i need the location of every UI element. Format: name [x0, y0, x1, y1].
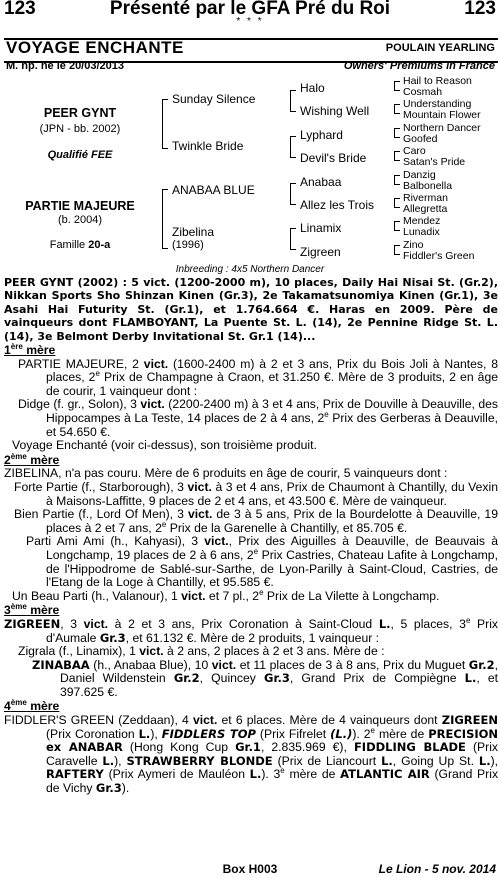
g3-halo: Halo	[300, 81, 325, 95]
produce-voyage-enchante: Voyage Enchanté (voir ci-dessus), son troisième produit.	[12, 438, 317, 453]
bracket-g4-8	[394, 245, 400, 255]
g2-twinkle-bride: Twinkle Bride	[172, 139, 244, 153]
g4-cosmah: Cosmah	[403, 86, 443, 98]
catalogue-text	[4, 276, 498, 796]
bracket-g4-2	[394, 104, 400, 114]
fourth-dam-heading: 4ème mère	[4, 698, 60, 714]
produce-forte-partie: Forte Partie (f., Starborough), 3 vict. à 3 et 4 ans, Prix de Chaumont à Chantilly, du Vexin à Maisons-Laffitte, 9 places de 2 et 4 ans, et 43.500 €. Mère de vainqueur.	[14, 479, 498, 508]
bracket-g3-2	[290, 136, 296, 158]
second-dam-heading: 2ème mère	[4, 451, 60, 467]
bracket-g4-1	[394, 81, 400, 91]
bracket-g4-4	[394, 151, 400, 161]
dam-name: PARTIE MAJEURE	[25, 199, 135, 213]
sire-name: PEER GYNT	[43, 106, 117, 120]
produce-un-beau-parti: Un Beau Parti (h., Valanour), 1 vict. et 7 pl., 2e Prix de La Vilette à Longchamp.	[12, 587, 440, 603]
bracket-g2-bottom	[162, 189, 168, 249]
sire-info: (JPN - bb. 2002)	[39, 123, 121, 135]
g3-lyphard: Lyphard	[300, 128, 343, 142]
g4-fiddlers-green: Fiddler's Green	[403, 250, 475, 262]
g4-lunadix: Lunadix	[403, 226, 440, 238]
dam-family: Famille 20-a	[49, 239, 111, 251]
bracket-g3-4	[290, 228, 296, 250]
page-title: Présenté par le GFA Pré du Roi	[109, 0, 391, 19]
lot-number-left: 123	[4, 0, 36, 19]
produce-zinabaa: ZINABAA (h., Anabaa Blue), 10 vict. et 11 places de 3 à 8 ans, Prix du Muguet Gr.2, Daniel Wildenstein Gr.2, Quincey Gr.3, Grand Prix de Compiègne L., et 397.625 €.	[32, 657, 499, 699]
header-stars: * * *	[236, 16, 264, 27]
g3-zigreen: Zigreen	[300, 245, 341, 259]
first-dam-heading: 1ère mère	[4, 341, 56, 358]
g4-caro: Caro	[403, 145, 426, 157]
sale-place-date: Le Lion - 5 nov. 2014	[378, 862, 496, 876]
g4-danzig: Danzig	[403, 169, 436, 181]
g4-balbonella: Balbonella	[403, 180, 453, 192]
bracket-g4-6	[394, 198, 400, 208]
third-dam-paragraph: ZIGREEN, 3 vict. à 2 et 3 ans, Prix Coronation à Saint-Cloud L., 5 places, 3e Prix d'Aumale Gr.3, et 61.132 €. Mère de 2 produits, 1 vainqueur :	[4, 615, 499, 645]
produce-bien-partie: Bien Partie (f., Lord Of Men), 3 vict. de 3 à 5 ans, Prix de la Bourdelotte à Deauville, 19 places à 2 et 7 ans, 2e Prix de la Garenelle à Chantilly, et 85.705 €.	[14, 507, 498, 535]
bracket-g4-7	[394, 221, 400, 231]
lot-number-right: 123	[464, 0, 496, 19]
g2-zibelina: Zibelina	[172, 225, 215, 239]
g4-satans-pride: Satan's Pride	[403, 156, 466, 168]
first-dam-paragraph: PARTIE MAJEURE, 2 vict. (1600-2400 m) à 2 et 3 ans, Prix du Bois Joli à Nantes, 8 places, 2e Prix de Champagne à Craon, et 31.250 €. Mère de 3 produits, 2 en âge de courir, 1 vainqueur dont :	[18, 356, 498, 398]
g4-mountain-flower: Mountain Flower	[403, 109, 481, 121]
g2-sunday-silence: Sunday Silence	[172, 92, 256, 106]
third-dam-heading: 3ème mère	[4, 602, 60, 618]
premiums-label: Owners' Premiums in France	[343, 60, 495, 72]
horse-birth: M. np. né le 20/03/2013	[6, 60, 125, 72]
g4-hail-to-reason: Hail to Reason	[403, 75, 472, 87]
g3-anabaa: Anabaa	[300, 175, 342, 189]
g3-devils-bride: Devil's Bride	[300, 151, 367, 165]
bracket-g4-3	[394, 128, 400, 138]
g3-wishing-well: Wishing Well	[300, 104, 370, 118]
sire-summary: PEER GYNT (2002) : 5 vict. (1200-2000 m), 10 places, Daily Hai Nisai St. (Gr.2), Nikkan Sports Sho Shinzan Kinen (Gr.3), 2e Takamatsunomiya Kinen (Gr.1), 3e Asahi Hai Futurity St. (Gr.1), et 1.764.664 €. Haras en 2009. Père de vainqueurs dont FLAMBOYANT, La Puente St. L. (14), 2e Pennine Ridge St. L. (14), 3e Belmont Derby Invitational St. Gr.1 (14)...	[4, 276, 498, 343]
produce-parti-ami-ami: Parti Ami Ami (h., Kahyasi), 3 vict., Prix des Aiguilles à Deauville, de Beauvais à Longchamp, 19 places de 2 à 6 ans, 2e Prix Castries, Chateau Lafite à Longchamp, de l'Hippodrome de Sablé-sur-Sarthe, de Lyon-Parilly à Saint-Cloud, Castries, de l'Etang de la Loge à Chantilly, et 95.585 €.	[26, 534, 498, 590]
inbreeding-note: Inbreeding : 4x5 Northern Dancer	[175, 264, 325, 275]
g3-linamix: Linamix	[300, 221, 342, 235]
g2-anabaa-blue: ANABAA BLUE	[172, 183, 255, 197]
bracket-g3-3	[290, 183, 296, 205]
box-number: Box H003	[222, 862, 278, 876]
horse-name: VOYAGE ENCHANTE	[6, 38, 184, 57]
g2-zibelina-year: (1996)	[172, 239, 204, 251]
dam-info: (b. 2004)	[57, 214, 103, 226]
fourth-dam-paragraph: FIDDLER'S GREEN (Zeddaan), 4 vict. et 6 places. Mère de 4 vainqueurs dont ZIGREEN (Prix Coronation L.), FIDDLERS TOP (Prix Fifrelet (L.)). 2e mère de PRECISION ex ANABAR (Hong Kong Cup Gr.1, 2.835.969 €), FIDDLING BLADE (Prix Caravelle L.), STRAWBERRY BLONDE (Prix de Liancourt L., Going Up St. L.), RAFTERY (Prix Aymeri de Mauléon L.). 3e mère de ATLANTIC AIR (Grand Prix de Vichy Gr.3).	[4, 713, 499, 796]
g4-mendez: Mendez	[403, 215, 441, 227]
bracket-g3-1	[290, 90, 296, 112]
horse-type: POULAIN YEARLING	[385, 42, 495, 54]
g4-zino: Zino	[403, 239, 424, 251]
g4-understanding: Understanding	[403, 98, 472, 110]
second-dam-paragraph: ZIBELINA, n'a pas couru. Mère de 6 produits en âge de courir, 5 vainqueurs dont :	[4, 466, 448, 481]
produce-zigrala: Zigrala (f., Linamix), 1 vict. à 2 ans, 2 places à 2 et 3 ans. Mère de :	[18, 644, 385, 659]
g4-goofed: Goofed	[403, 133, 438, 145]
produce-didge: Didge (f. gr., Solon), 3 vict. (2200-2400 m) à 3 et 4 ans, Prix de Douville à Deauville, des Hippocampes à La Teste, 14 places de 2 à 4 ans, 2e Prix des Gerberas à Deauville, et 54.650 €.	[18, 397, 498, 439]
bracket-g4-5	[394, 175, 400, 185]
g4-riverman: Riverman	[403, 192, 448, 204]
sire-note: Qualifié FEE	[47, 149, 113, 161]
g4-allegretta: Allegretta	[403, 203, 448, 215]
g3-allez-les-trois: Allez les Trois	[300, 198, 375, 212]
g4-northern-dancer: Northern Dancer	[403, 122, 481, 134]
bracket-g2-top	[162, 99, 168, 149]
